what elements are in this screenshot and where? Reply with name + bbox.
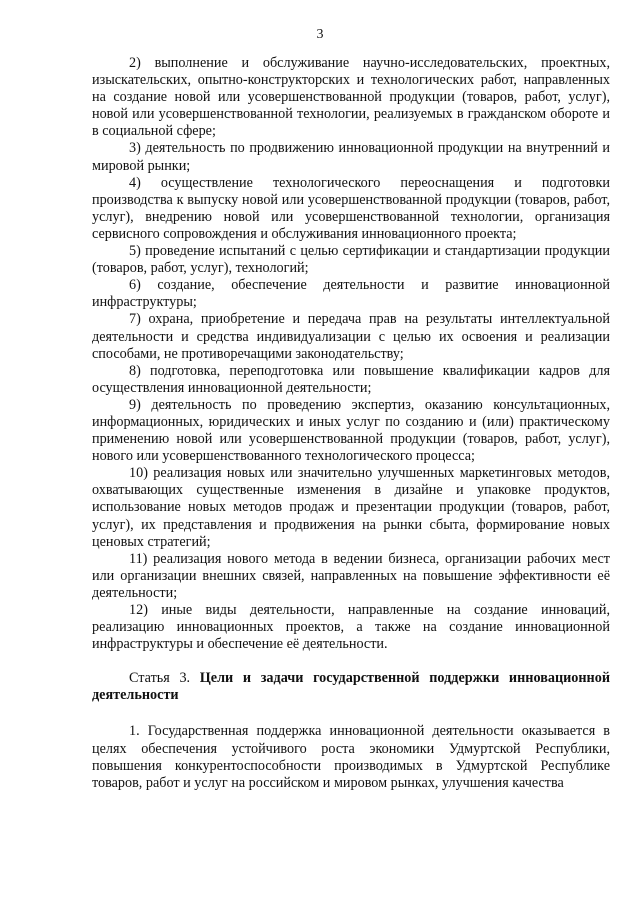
article-title: Цели и задачи государственной поддержки инновационной деятельности: [92, 670, 611, 704]
list-item: 8) подготовка, переподготовка или повышение квалификации кадров для осуществления инновационной деятельности;: [92, 362, 610, 396]
list-item: 7) охрана, приобретение и передача прав на результаты интеллектуальной деятельности и средства индивидуализации с целью их освоения и реализации способами, не противоречащими законодательству;: [92, 311, 610, 362]
list-item: 12) иные виды деятельности, направленные на создание инноваций, реализацию инновационных проектов, а также на создание инновационной инфраструктуры и обеспечение её деятельности.: [92, 602, 610, 653]
list-item: 6) создание, обеспечение деятельности и развитие инновационной инфраструктуры;: [92, 277, 610, 311]
list-item: 4) осуществление технологического переоснащения и подготовки производства к выпуску новой или усовершенствованной продукции (товаров, работ, услуг), внедрению новой или усовершенствованной технологии, организация сервисного сопровождения и обслуживания инновационного проекта;: [92, 174, 610, 242]
list-item: 11) реализация нового метода в ведении бизнеса, организации рабочих мест или организации внешних связей, направленных на повышение эффективности её деятельности;: [92, 550, 610, 601]
list-item: 2) выполнение и обслуживание научно-исследовательских, проектных, изыскательских, опытно-конструкторских и технологических работ, направленных на создание новой или усовершенствованной продукции (товаров, работ, услуг), новой или усовершенствованной технологии, реализуемых в гражданском обороте и в социальной сфере;: [92, 55, 610, 140]
list-item: 9) деятельность по проведению экспертиз, оказанию консультационных, информационных, юридических и иных услуг по созданию и (или) практическому применению новой или усовершенствованной продукции (товаров, работ, услуг), нового или усовершенствованного технологического процесса;: [92, 396, 610, 465]
list-item: 3) деятельность по продвижению инновационной продукции на внутренний и мировой рынки;: [92, 140, 610, 174]
article-label: Статья 3.: [129, 670, 191, 687]
article-heading: [92, 670, 610, 704]
page-number: 3: [316, 27, 324, 42]
list-item: 10) реализация новых или значительно улучшенных маркетинговых методов, охватывающих существенные изменения в дизайне и упаковке продуктов, использование новых методов продаж и презентации продукции (товаров, работ, услуг), их представления и продвижения на рынки сбыта, формирование новых ценовых стратегий;: [92, 465, 610, 550]
article-paragraph: 1. Государственная поддержка инновационной деятельности оказывается в целях обеспечения устойчивого роста экономики Удмуртской Республики, повышения конкурентоспособности производимых в Удмуртской Республике товаров, работ и услуг на российском и мировом рынках, улучшения качества: [92, 723, 610, 791]
document-body: [92, 55, 610, 792]
list-item: 5) проведение испытаний с целью сертификации и стандартизации продукции (товаров, работ, услуг), технологий;: [92, 243, 610, 277]
